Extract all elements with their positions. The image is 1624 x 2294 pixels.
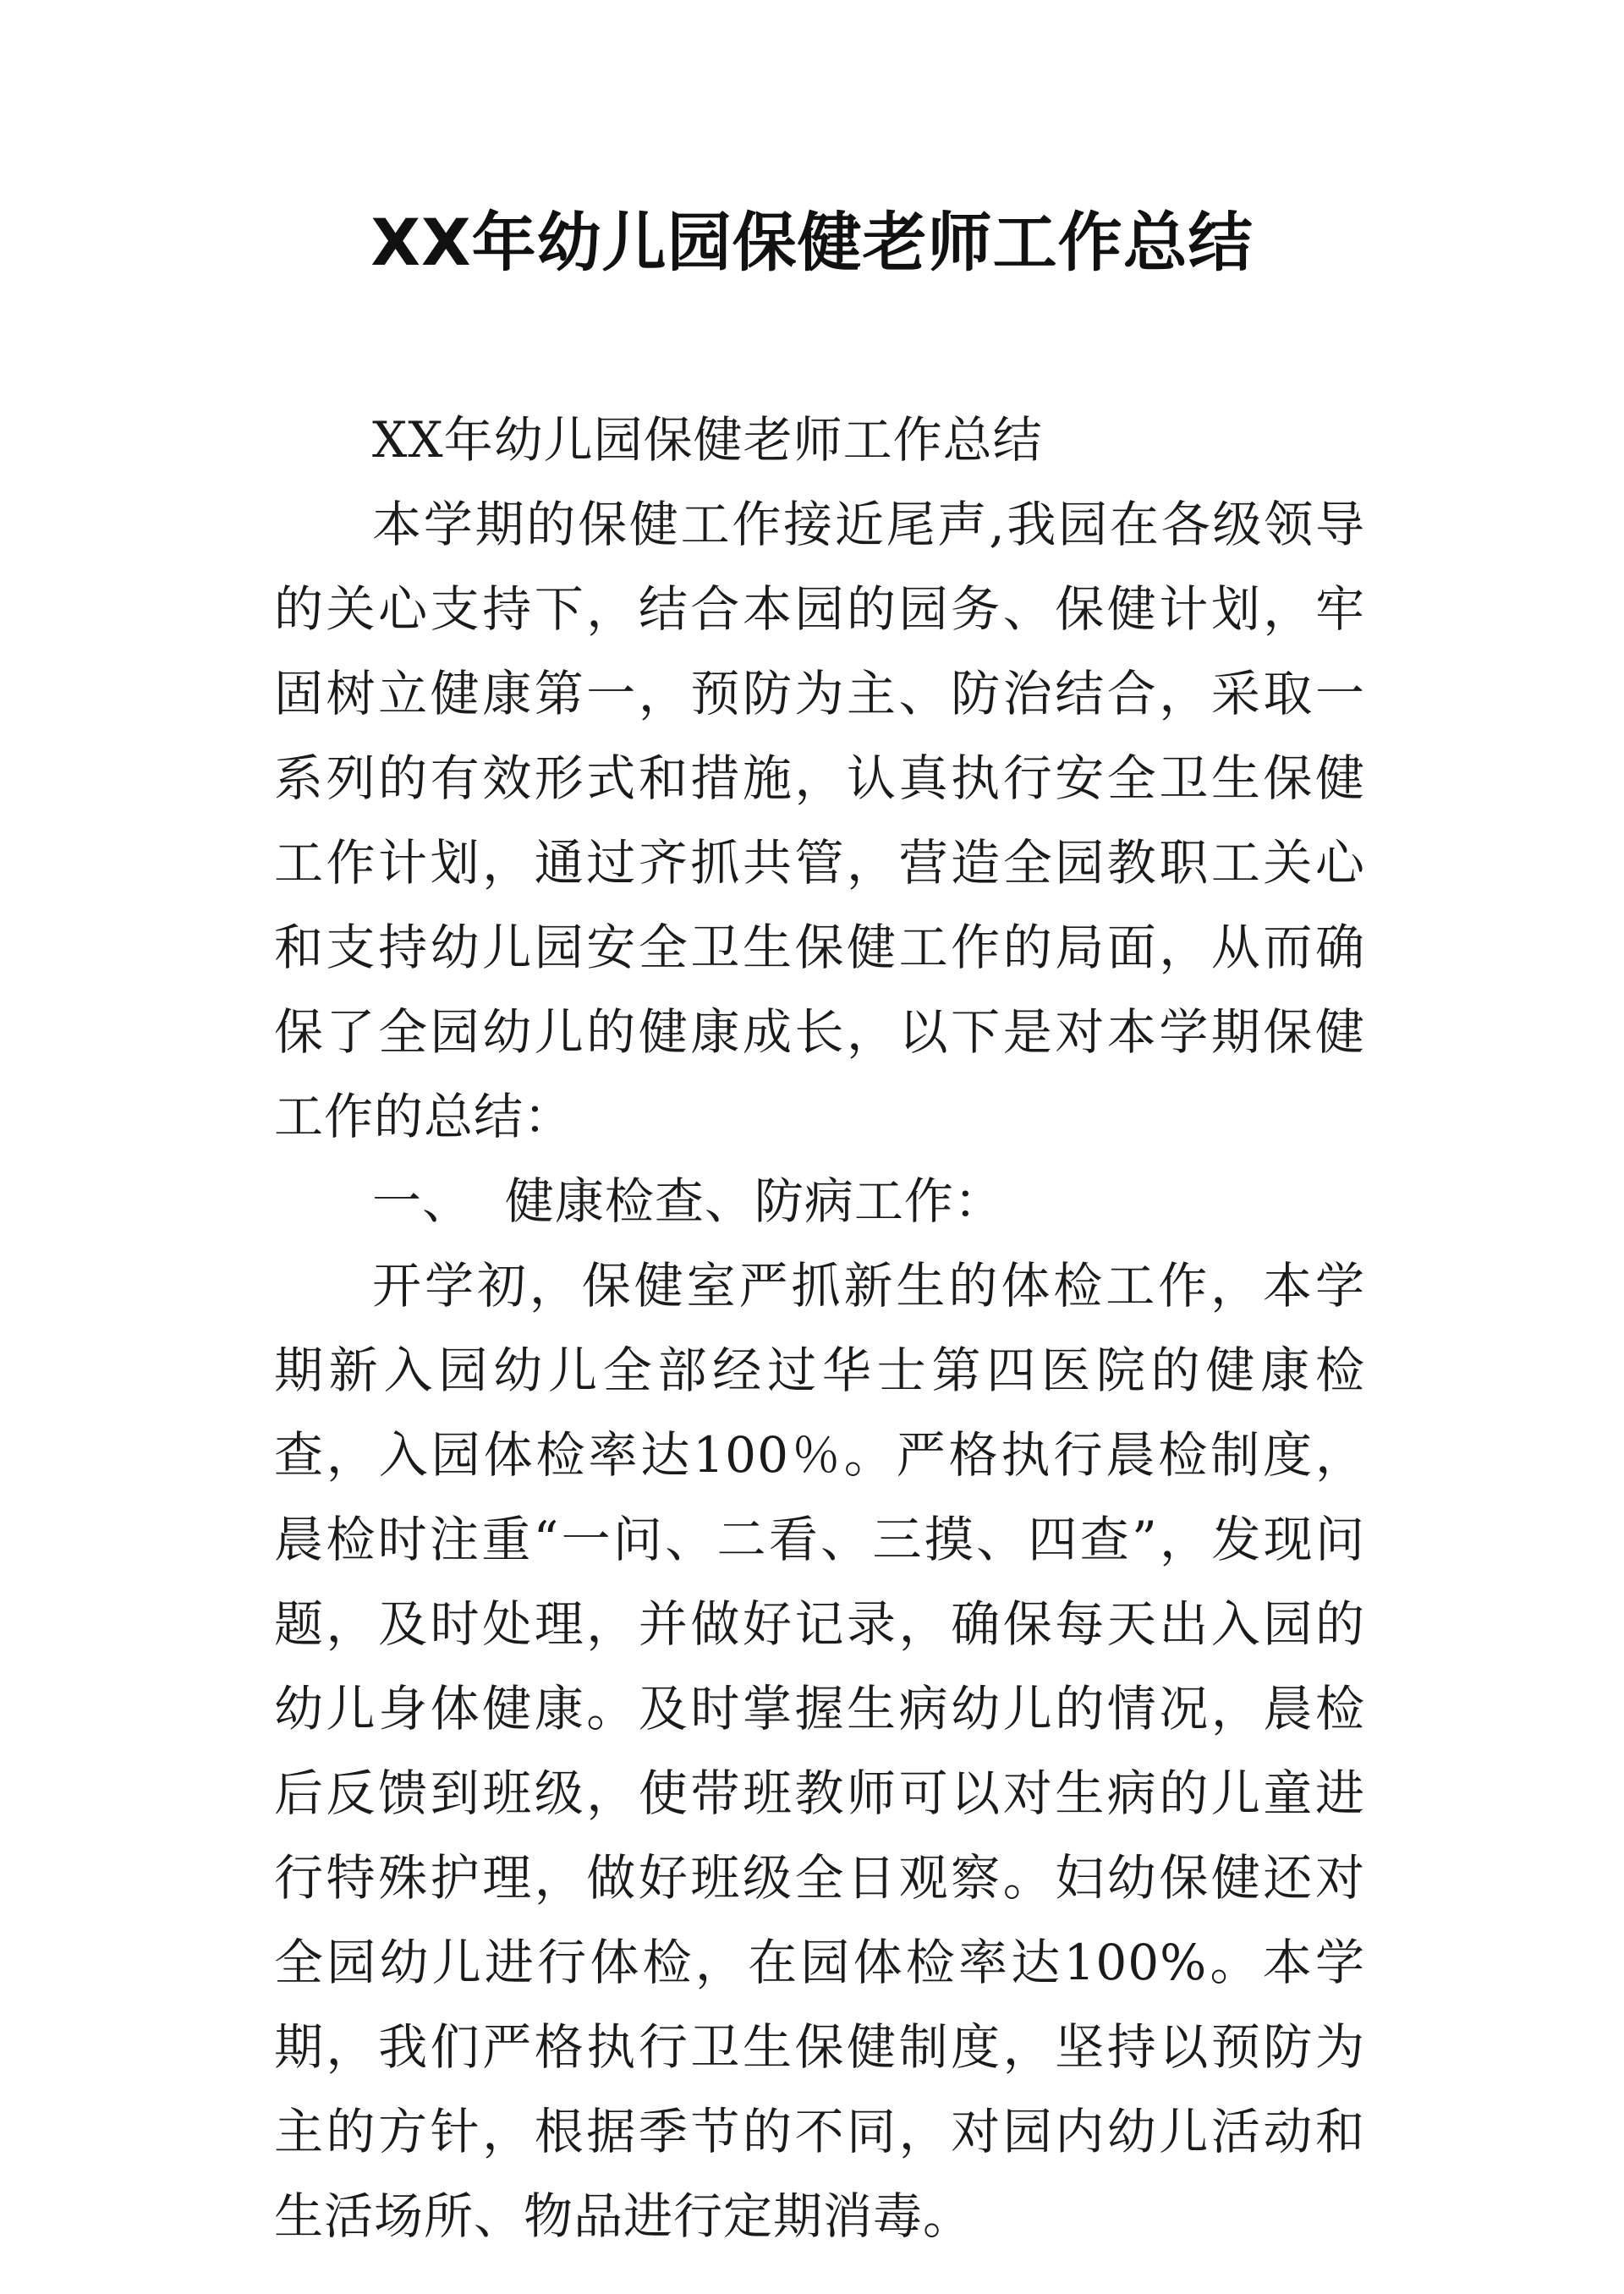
intro-paragraph: 本学期的保健工作接近尾声,我园在各级领导的关心支持下，结合本园的园务、保健计划，牢固树立健康第一，预防为主、防治结合，采取一系列的有效形式和措施，认真执行安全卫生保健工作计划，通过齐抓共管，营造全园教职工关心和支持幼儿园安全卫生保健工作的局面，从而确保了全园幼儿的健康成长，以下是对本学期保健工作的总结： (274, 496, 1365, 1145)
document-title: XX年幼儿园保健老师工作总结 (370, 205, 1254, 280)
section-heading: 一、 健康检查、防病工作： (372, 1172, 1004, 1230)
subtitle-line: XX年幼儿园保健老师工作总结 (372, 411, 1043, 469)
document-body (274, 398, 1365, 2258)
health-check-paragraph: 开学初，保健室严抓新生的体检工作，本学期新入园幼儿全部经过华士第四医院的健康检查，入园体检率达100％。严格执行晨检制度，晨检时注重“一问、二看、三摸、四查”，发现问题，及时处理，并做好记录，确保每天出入园的幼儿身体健康。及时掌握生病幼儿的情况，晨检后反馈到班级，使带班教师可以对生病的儿童进行特殊护理，做好班级全日观察。妇幼保健还对全园幼儿进行体检，在园体检率达100%。本学期，我们严格执行卫生保健制度，坚持以预防为主的方针，根据季节的不同，对园内幼儿活动和生活场所、物品进行定期消毒。 (274, 1257, 1365, 2245)
